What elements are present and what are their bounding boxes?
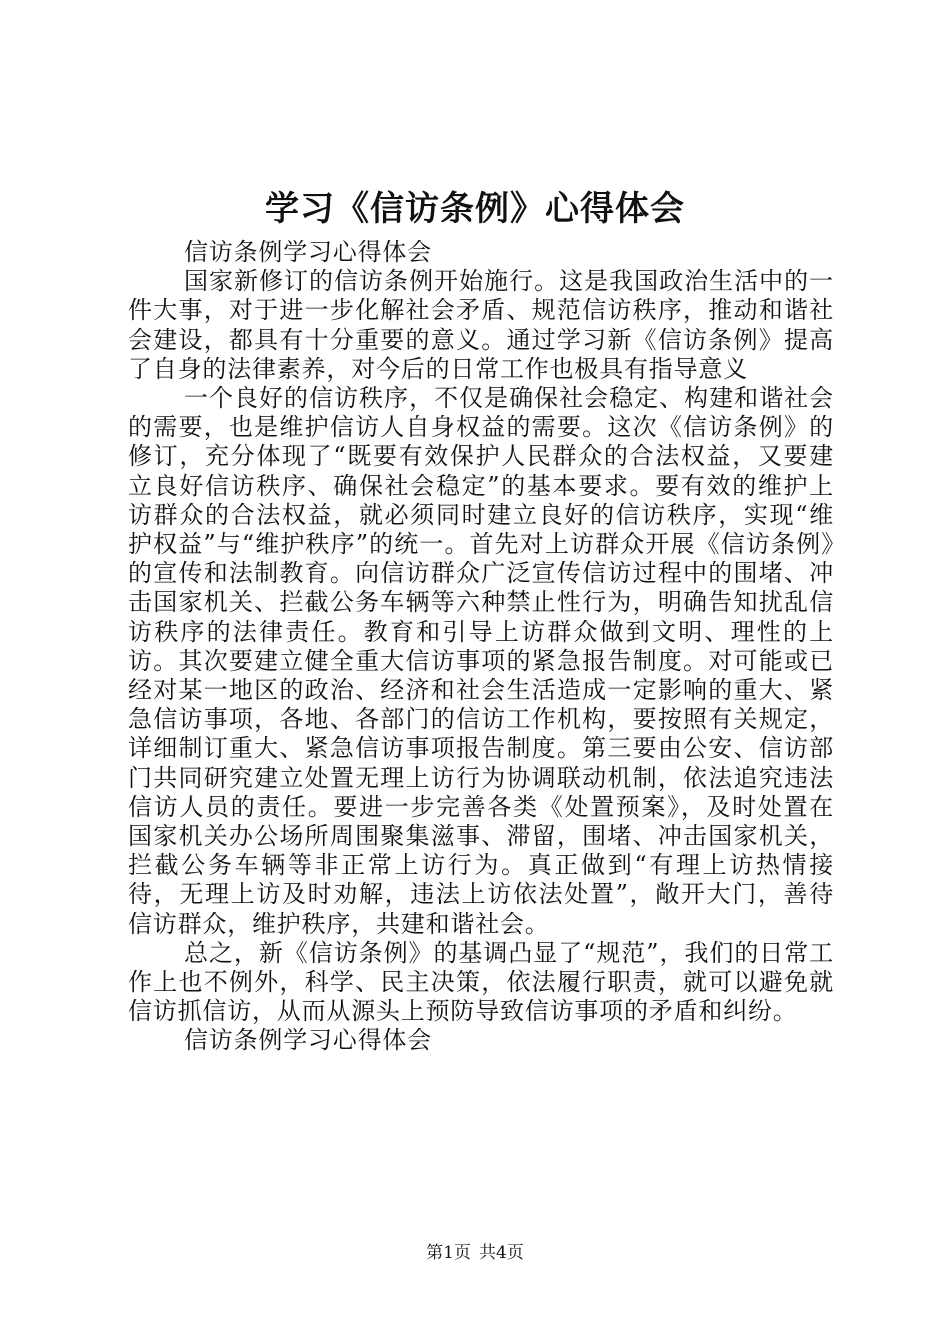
body-paragraph: 国家新修订的信访条例开始施行。这是我国政治生活中的一件大事，对于进一步化解社会矛盾、规范信访秩序，推动和谐社会建设，都具有十分重要的意义。通过学习新《信访条例》提高了自身的法律素养，对今后的日常工作也极具有指导意义	[128, 267, 834, 383]
body-paragraph: 总之，新《信访条例》的基调凸显了“规范”，我们的日常工作上也不例外，科学、民主决策，依法履行职责，就可以避免就信访抓信访，从而从源头上预防导致信访事项的矛盾和纠纷。	[128, 938, 834, 1026]
document-body	[128, 238, 834, 1056]
body-paragraph: 信访条例学习心得体会	[184, 1026, 432, 1055]
page-total: 共4页	[479, 1243, 524, 1263]
document-title: 学习《信访条例》心得体会	[265, 189, 685, 229]
page-number: 第1页	[426, 1243, 471, 1263]
body-paragraph: 信访条例学习心得体会	[184, 238, 432, 266]
page-footer	[0, 1241, 950, 1265]
body-paragraph: 一个良好的信访秩序，不仅是确保社会稳定、构建和谐社会的需要，也是维护信访人自身权益的需要。这次《信访条例》的修订，充分体现了“既要有效保护人民群众的合法权益，又要建立良好信访秩序、确保社会稳定”的基本要求。要有效的维护上访群众的合法权益，就必须同时建立良好的信访秩序，实现“维护权益”与“维护秩序”的统一。首先对上访群众开展《信访条例》的宣传和法制教育。向信访群众广泛宣传信访过程中的围堵、冲击国家机关、拦截公务车辆等六种禁止性行为，明确告知扰乱信访秩序的法律责任。教育和引导上访群众做到文明、理性的上访。其次要建立健全重大信访事项的紧急报告制度。对可能或已经对某一地区的政治、经济和社会生活造成一定影响的重大、紧急信访事项，各地、各部门的信访工作机构，要按照有关规定，详细制订重大、紧急信访事项报告制度。第三要由公安、信访部门共同研究建立处置无理上访行为协调联动机制，依法追究违法信访人员的责任。要进一步完善各类《处置预案》，及时处置在国家机关办公场所周围聚集滋事、滞留，围堵、冲击国家机关，拦截公务车辆等非正常上访行为。真正做到“有理上访热情接待，无理上访及时劝解，违法上访依法处置”，敞开大门，善待信访群众，维护秩序，共建和谐社会。	[128, 384, 834, 938]
